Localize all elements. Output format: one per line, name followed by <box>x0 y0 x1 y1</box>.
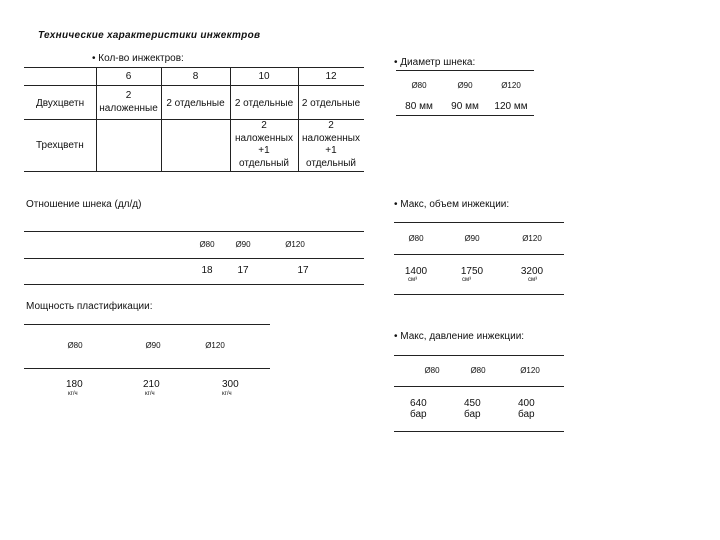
diameter-value-120: 120 мм <box>494 101 528 112</box>
injector-count-label: • Кол-во инжектров: <box>92 53 184 64</box>
volume-unit-120: см³ <box>528 277 538 283</box>
row-label-three-color: Трехцветн <box>36 140 84 151</box>
pressure-col-3: Ø120 <box>520 366 540 375</box>
cell-two-color-10: 2 отдельные <box>234 98 294 109</box>
cell-two-color-12: 2 отдельные <box>301 98 361 109</box>
pressure-col-2: Ø80 <box>470 366 486 375</box>
plast-unit-80: кг/ч <box>68 391 78 397</box>
pressure-value-3: 400 бар <box>518 398 535 420</box>
plasticizing-label: Мощность пластификации: <box>26 301 153 312</box>
injection-volume-label: • Макс, объем инжекции: <box>394 199 510 210</box>
pressure-value-1: 640 бар <box>410 398 427 420</box>
cell-two-color-6: 2 наложенные <box>99 90 158 114</box>
col-header-8: 8 <box>192 71 199 82</box>
screw-ratio-label: Отношение шнека (дл/д) <box>26 199 142 210</box>
diameter-value-90: 90 мм <box>451 101 479 112</box>
injection-pressure-label: • Макс, давление инжекции: <box>394 331 525 342</box>
plast-unit-90: кг/ч <box>145 391 155 397</box>
cell-three-color-12: 2 наложенных +1 отдельный <box>302 120 360 169</box>
volume-unit-80: см³ <box>408 277 418 283</box>
ratio-col-90: Ø90 <box>235 240 251 249</box>
volume-value-80: 1400 <box>404 266 428 277</box>
plast-value-90: 210 <box>143 379 160 390</box>
page-title: Технические характеристики инжектров <box>38 30 261 41</box>
ratio-value-120: 17 <box>297 265 309 276</box>
plast-unit-120: кг/ч <box>222 391 232 397</box>
volume-value-90: 1750 <box>460 266 484 277</box>
col-header-10: 10 <box>258 71 270 82</box>
volume-col-120: Ø120 <box>522 234 542 243</box>
plast-col-120: Ø120 <box>205 341 225 350</box>
col-header-6: 6 <box>125 71 132 82</box>
diameter-col-90: Ø90 <box>457 81 473 90</box>
diameter-col-80: Ø80 <box>411 81 427 90</box>
pressure-value-2: 450 бар <box>464 398 481 420</box>
diameter-col-120: Ø120 <box>501 81 521 90</box>
cell-two-color-8: 2 отдельные <box>166 98 225 109</box>
plast-value-120: 300 <box>222 379 239 390</box>
plast-col-90: Ø90 <box>145 341 161 350</box>
ratio-value-90: 17 <box>237 265 249 276</box>
plast-value-80: 180 <box>66 379 83 390</box>
volume-col-80: Ø80 <box>408 234 424 243</box>
volume-unit-90: см³ <box>462 277 472 283</box>
col-header-12: 12 <box>325 71 337 82</box>
plast-col-80: Ø80 <box>67 341 83 350</box>
diameter-value-80: 80 мм <box>405 101 433 112</box>
ratio-col-120: Ø120 <box>285 240 305 249</box>
ratio-col-80: Ø80 <box>199 240 215 249</box>
row-label-two-color: Двухцветн <box>36 98 85 109</box>
ratio-value-80: 18 <box>201 265 213 276</box>
pressure-col-1: Ø80 <box>424 366 440 375</box>
volume-value-120: 3200 <box>520 266 544 277</box>
cell-three-color-10: 2 наложенных +1 отдельный <box>235 120 293 169</box>
volume-col-90: Ø90 <box>464 234 480 243</box>
screw-diameter-label: • Диаметр шнека: <box>394 57 476 68</box>
